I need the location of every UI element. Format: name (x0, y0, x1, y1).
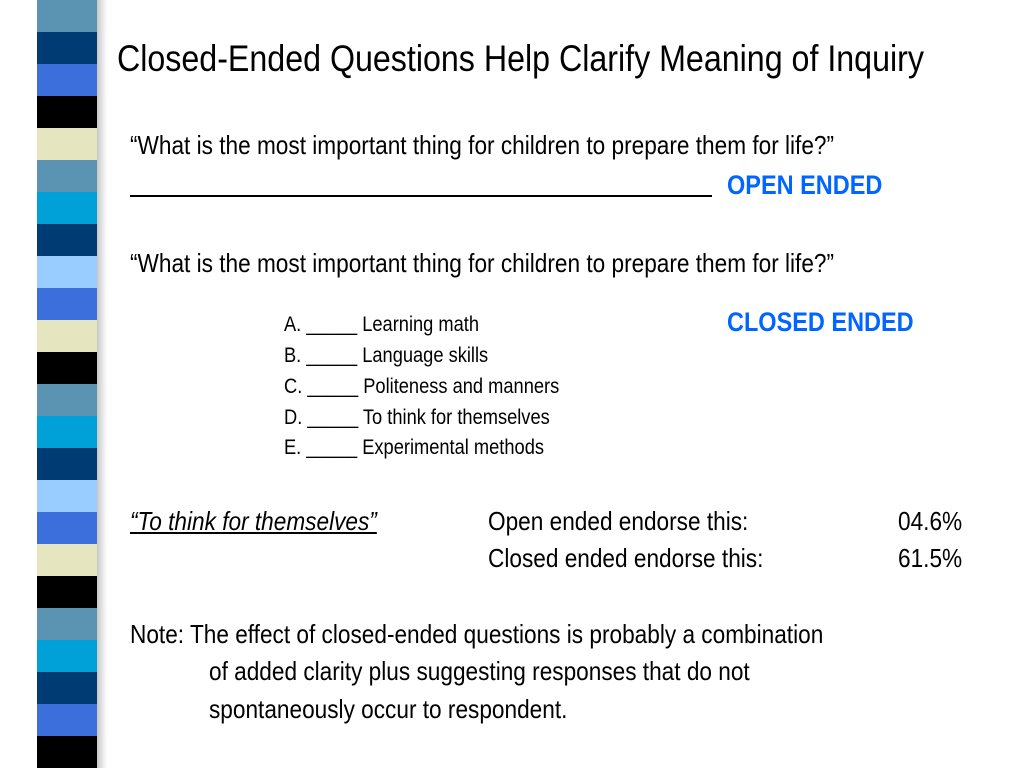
stripe-block (37, 224, 97, 256)
stripe-block (37, 32, 97, 64)
open-result-value: 04.6% (898, 506, 963, 536)
stripe-block (37, 640, 97, 672)
open-result-text: Open ended endorse this: (488, 506, 749, 536)
stripe-block (37, 672, 97, 704)
stripe-block (37, 384, 97, 416)
stripe-block (37, 64, 97, 96)
stripe-block (37, 192, 97, 224)
closed-result-text: Closed ended endorse this: (488, 543, 764, 573)
decorative-stripe-bar (37, 0, 97, 768)
stripe-block (37, 0, 97, 32)
stripe-block (37, 544, 97, 576)
stripe-block (37, 256, 97, 288)
stripe-block (37, 288, 97, 320)
option-b: B. _____ Language skills (284, 344, 489, 367)
stripe-block (37, 160, 97, 192)
answer-blank-line (130, 195, 712, 197)
note-line-3: spontaneously occur to respondent. (209, 694, 568, 724)
open-question: “What is the most important thing for children to prepare them for life?” (130, 130, 835, 160)
stripe-block (37, 96, 97, 128)
stripe-shadow (97, 0, 107, 768)
closed-ended-label: CLOSED ENDED (727, 307, 914, 337)
note-line-2: of added clarity plus suggesting responses that do not (209, 656, 750, 686)
slide-title: Closed-Ended Questions Help Clarify Meaning of Inquiry (117, 38, 924, 79)
stripe-block (37, 704, 97, 736)
closed-question: “What is the most important thing for children to prepare them for life?” (130, 248, 835, 278)
stripe-block (37, 480, 97, 512)
note-line-1: Note: The effect of closed-ended questions is probably a combination (130, 619, 824, 649)
option-e: E. _____ Experimental methods (284, 436, 544, 459)
option-d: D. _____ To think for themselves (284, 406, 550, 429)
stripe-block (37, 320, 97, 352)
stripe-block (37, 736, 97, 768)
open-ended-label: OPEN ENDED (727, 170, 883, 200)
closed-result-value: 61.5% (898, 543, 963, 573)
stripe-block (37, 576, 97, 608)
stripe-block (37, 128, 97, 160)
stripe-block (37, 352, 97, 384)
stripe-block (37, 512, 97, 544)
option-c: C. _____ Politeness and manners (284, 375, 560, 398)
stripe-block (37, 608, 97, 640)
result-item: “To think for themselves” (130, 506, 377, 536)
stripe-block (37, 448, 97, 480)
stripe-block (37, 416, 97, 448)
option-a: A. _____ Learning math (284, 313, 480, 336)
